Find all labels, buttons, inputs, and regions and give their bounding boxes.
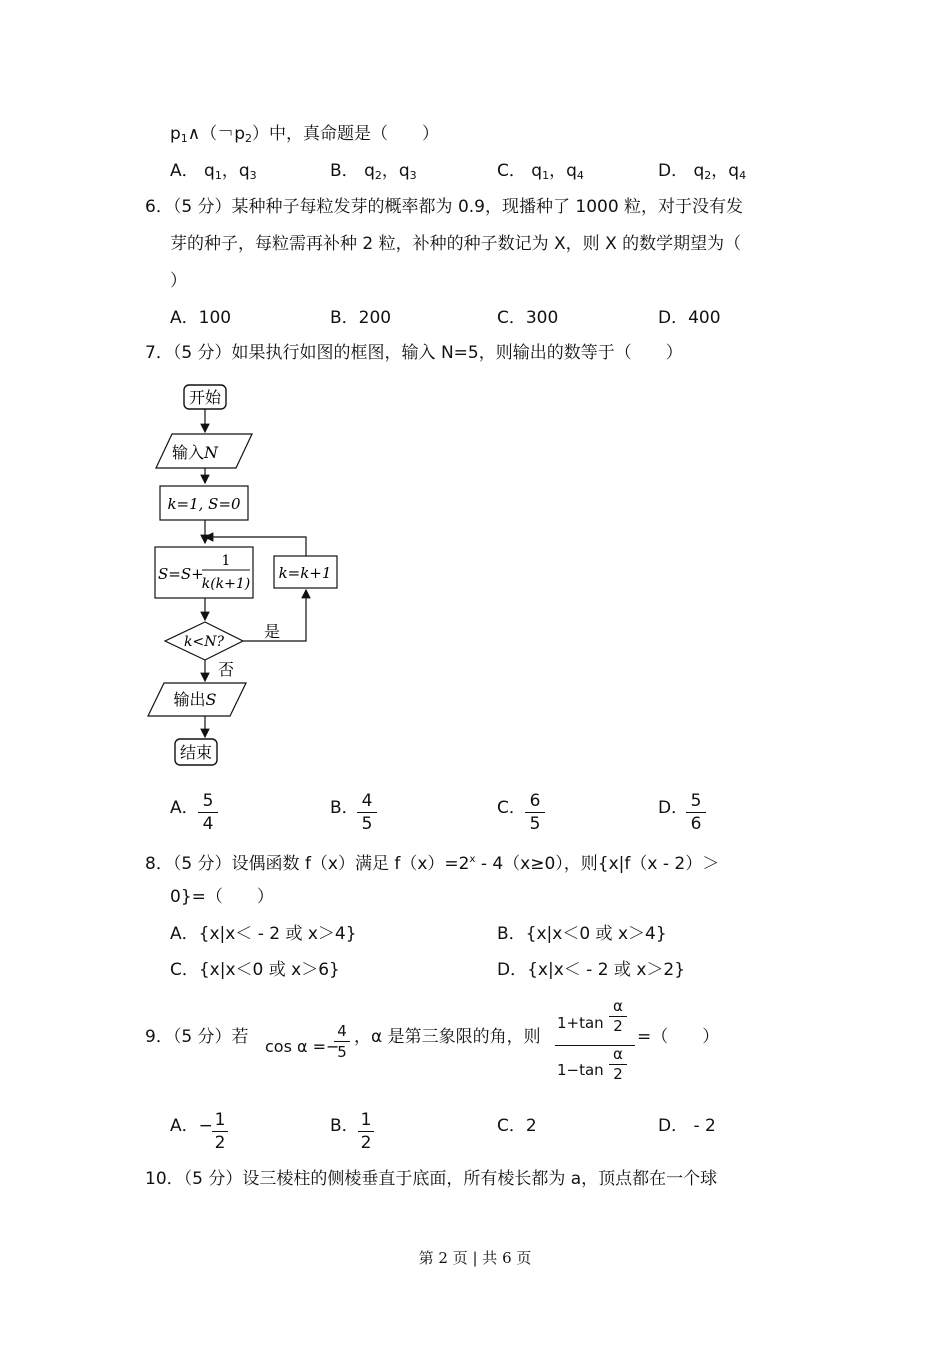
q6-line-1: 6．（5 分）某种种子每粒发芽的概率都为 0.9，现播种了 1000 粒，对于没有发 xyxy=(145,197,744,217)
q9-option-b-label[interactable]: B． xyxy=(330,1116,359,1136)
q9-bottom-half: α 2 xyxy=(609,1046,627,1083)
flow-update-den: k(k+1) xyxy=(201,576,251,592)
q7-option-a-label[interactable]: A． xyxy=(170,798,199,818)
q8-option-d[interactable]: D．{x|x＜ - 2 或 x＞2} xyxy=(497,960,686,980)
q8-option-c[interactable]: C．{x|x＜0 或 x＞6} xyxy=(170,960,340,980)
q5-option-d[interactable]: D． $q_2$，$q_4$ xyxy=(658,161,747,182)
flow-no-label: 否 xyxy=(218,660,235,679)
q6-option-c[interactable]: C．300 xyxy=(497,308,559,328)
flow-start-text: 开始 xyxy=(188,388,222,407)
q8-line-2: 0}=（ ） xyxy=(170,887,274,907)
flow-input-text: 输入N xyxy=(171,443,219,462)
q5-option-b[interactable]: B． $q_2$，$q_3$ xyxy=(330,161,417,182)
q8-option-b[interactable]: B．{x|x＜0 或 x＞4} xyxy=(497,924,667,944)
flow-update-left: S=S+ xyxy=(158,565,204,583)
q9-option-d[interactable]: D． - 2 xyxy=(658,1116,716,1136)
q9-suffix: =（ ） xyxy=(637,1027,720,1047)
q10-line-1: 10．（5 分）设三棱柱的侧棱垂直于底面，所有棱长都为 a，顶点都在一个球 xyxy=(145,1169,718,1189)
q9-option-c[interactable]: C．2 xyxy=(497,1116,537,1136)
flow-end-text: 结束 xyxy=(179,743,213,762)
q6-line-3: ） xyxy=(170,271,187,291)
q9-option-a-fraction[interactable]: 1 2 xyxy=(212,1110,228,1153)
q7-option-c-label[interactable]: C． xyxy=(497,798,526,818)
q9-top-expr: 1+tan xyxy=(557,1014,604,1032)
q5-stem-tail: $p_1\wedge$（￢$p_2$）中，真命题是（ ） xyxy=(170,124,440,145)
q6-line-2: 芽的种子，每粒需再补种 2 粒，补种的种子数记为 X，则 X 的数学期望为（ xyxy=(170,234,742,254)
q6-option-a[interactable]: A．100 xyxy=(170,308,232,328)
flow-update-num: 1 xyxy=(221,553,231,569)
flow-condition-text: k<N? xyxy=(184,634,224,650)
flow-incr-text: k=k+1 xyxy=(278,564,332,582)
q7-stem: 7．（5 分）如果执行如图的框图，输入 N=5，则输出的数等于（ ） xyxy=(145,343,683,363)
q7-option-b-label[interactable]: B． xyxy=(330,798,359,818)
q9-option-b-fraction[interactable]: 1 2 xyxy=(358,1110,374,1153)
page-footer: 第 2 页 | 共 6 页 xyxy=(418,1249,532,1267)
flow-output-text: 输出S xyxy=(173,690,217,709)
q9-option-a-label[interactable]: A．− xyxy=(170,1116,213,1136)
flowchart xyxy=(140,378,360,778)
q9-mid: ，α 是第三象限的角，则 xyxy=(354,1027,541,1047)
q7-option-a-fraction[interactable]: 5 4 xyxy=(198,791,218,834)
q9-top-half: α 2 xyxy=(609,998,627,1035)
q9-cos-expr: cos α =− xyxy=(265,1037,340,1056)
q5-option-c[interactable]: C． $q_1$，$q_4$ xyxy=(497,161,584,182)
q7-option-c-fraction[interactable]: 6 5 xyxy=(525,791,545,834)
q6-option-d[interactable]: D．400 xyxy=(658,308,721,328)
q9-bottom-expr: 1−tan xyxy=(557,1061,604,1079)
q8-option-a[interactable]: A．{x|x＜ - 2 或 x＞4} xyxy=(170,924,357,944)
flow-yes-label: 是 xyxy=(264,622,281,641)
q8-line-1: 8．（5 分）设偶函数 f（x）满足 $f(x)=2^x - 4(x\ge 0)$，则{x|f（x - 2）＞ xyxy=(145,854,720,874)
q9-cos-fraction: 4 5 xyxy=(334,1022,350,1061)
q7-option-d-fraction[interactable]: 5 6 xyxy=(686,791,706,834)
flow-init-text: k=1, S=0 xyxy=(167,495,241,513)
q6-option-b[interactable]: B．200 xyxy=(330,308,392,328)
q7-option-b-fraction[interactable]: 4 5 xyxy=(357,791,377,834)
q5-option-a[interactable]: A． $q_1$，$q_3$ xyxy=(170,161,257,182)
q7-option-d-label[interactable]: D． xyxy=(658,798,689,818)
q9-prefix: 9．（5 分）若 xyxy=(145,1027,249,1047)
